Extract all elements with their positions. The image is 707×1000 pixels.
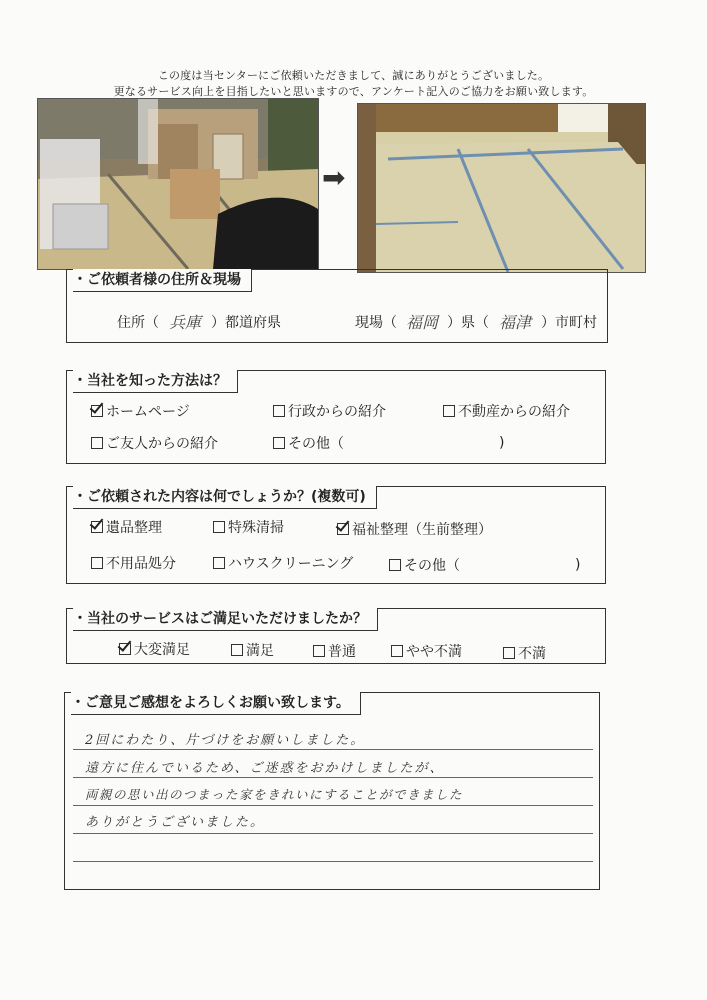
source-section (66, 370, 606, 464)
comment-rule (73, 805, 593, 806)
after-photo (357, 103, 646, 273)
comment-line-4[interactable]: ありがとうございました。 (85, 815, 266, 830)
request-option-house-cleaning[interactable]: ハウスクリーニング (213, 553, 353, 573)
checkbox-icon[interactable] (273, 405, 285, 417)
checkbox-icon[interactable] (391, 645, 403, 657)
request-other-close-paren: ) (575, 557, 581, 573)
satisfaction-option-satisfied[interactable]: 満足 (231, 640, 274, 660)
intro-line-2: 更なるサービス向上を目指したいと思いますので、アンケート記入のご協力をお願い致します。 (113, 85, 594, 98)
site-row: 現場 （ 福岡 ） 県 （ 福津 ） 市町村 (355, 310, 597, 333)
request-section-title: ・ご依頼された内容は何でしょうか？(複数可) (73, 486, 377, 509)
address-pref-suffix: 都道府県 (225, 314, 281, 331)
comments-section (64, 692, 600, 890)
source-option-friend[interactable]: ご友人からの紹介 (91, 433, 218, 453)
source-option-realestate[interactable]: 不動産からの紹介 (443, 401, 570, 421)
comment-rule (73, 777, 593, 778)
address-row: 住所 （ 兵庫 ） 都道府県 (117, 310, 281, 333)
satisfaction-option-normal[interactable]: 普通 (313, 641, 356, 661)
site-city-suffix: 市町村 (555, 314, 597, 331)
checkbox-icon[interactable] (91, 437, 103, 449)
request-option-estate[interactable]: 遺品整理 (91, 517, 162, 537)
comment-rule (73, 833, 593, 834)
source-section-title: ・当社を知った方法は？ (73, 370, 238, 393)
site-city-value[interactable]: 福津 (498, 313, 531, 332)
checkbox-icon[interactable] (443, 405, 455, 417)
checkbox-icon[interactable] (213, 557, 225, 569)
source-other-close-paren: ) (499, 435, 505, 451)
satisfaction-section-title: ・当社のサービスはご満足いただけましたか？ (73, 608, 378, 631)
satisfaction-option-dissatisfied[interactable]: 不満 (503, 643, 546, 663)
before-photo (37, 98, 319, 270)
site-pref-value[interactable]: 福岡 (405, 313, 438, 332)
checkbox-checked-icon[interactable] (91, 405, 103, 417)
request-option-other[interactable]: その他（ (389, 555, 460, 575)
checkbox-checked-icon[interactable] (337, 523, 349, 535)
arrow-icon: ➡ (322, 161, 346, 194)
request-section (66, 486, 606, 584)
satisfaction-section (66, 608, 606, 664)
comments-section-title: ・ご意見ご感想をよろしくお願い致します。 (71, 692, 361, 715)
satisfaction-option-somewhat-dissatisfied[interactable]: やや不満 (391, 641, 462, 661)
checkbox-icon[interactable] (273, 437, 285, 449)
comment-line-3[interactable]: 両親の思い出のつまった家をきれいにすることができました (85, 787, 464, 802)
site-label: 現場 (355, 314, 383, 331)
checkbox-icon[interactable] (389, 559, 401, 571)
checkbox-checked-icon[interactable] (119, 643, 131, 655)
checkbox-icon[interactable] (213, 521, 225, 533)
address-section-title: ・ご依頼者様の住所＆現場 (73, 269, 252, 292)
source-option-other[interactable]: その他（ (273, 433, 344, 453)
satisfaction-option-very-satisfied[interactable]: 大変満足 (119, 639, 190, 659)
source-option-government[interactable]: 行政からの紹介 (273, 401, 386, 421)
comment-rule (73, 861, 593, 862)
site-pref-suffix: 県 (461, 314, 475, 331)
checkbox-checked-icon[interactable] (91, 521, 103, 533)
comment-rule (73, 749, 593, 750)
checkbox-icon[interactable] (91, 557, 103, 569)
request-option-special-cleaning[interactable]: 特殊清掃 (213, 517, 284, 537)
checkbox-icon[interactable] (313, 645, 325, 657)
source-option-homepage[interactable]: ホームページ (91, 401, 190, 421)
request-option-welfare[interactable]: 福祉整理（生前整理） (337, 519, 492, 539)
address-label: 住所 (117, 314, 145, 331)
checkbox-icon[interactable] (231, 644, 243, 656)
request-option-disposal[interactable]: 不用品処分 (91, 553, 176, 573)
checkbox-icon[interactable] (503, 647, 515, 659)
address-pref-value[interactable]: 兵庫 (168, 313, 201, 332)
comment-line-2[interactable]: 遠方に住んでいるため、ご迷惑をおかけしましたが、 (85, 761, 445, 776)
address-section (66, 269, 608, 343)
intro-line-1: この度は当センターにご依頼いただきまして、誠にありがとうございました。 (157, 69, 550, 82)
comment-line-1[interactable]: 2回にわたり、片づけをお願いしました。 (85, 733, 366, 748)
